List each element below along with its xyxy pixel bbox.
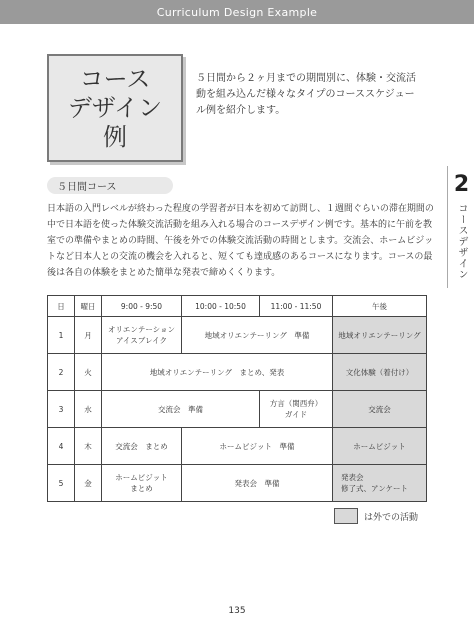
- legend-label: は外での活動: [364, 512, 419, 523]
- page-number: 135: [228, 606, 246, 616]
- weekday-cell: 月: [75, 317, 102, 354]
- table-header-row: [48, 296, 427, 317]
- header-afternoon: 午後: [333, 296, 427, 317]
- body-text: 日本語の入門レベルが終わった程度の学習者が日本を初めて訪問し、１週間ぐらいの滞在期間の中で日本語を使った体験交流活動を組み入れる場合のコースデザイン例です。基本的に午前を教室での準備やまとめの時間、午後を外での体験交流活動の時間とします。交流会、ホームビジットなど日本人との交流の機会を入れると、短くても達成感のあるコースになります。コースの最後は各自の体験をまとめた簡単な発表で締めくくります。: [47, 204, 434, 278]
- activity-cell: 交流会 準備: [102, 391, 260, 428]
- weekday-cell: 火: [75, 354, 102, 391]
- outdoor-activity-cell: ホームビジット: [333, 428, 427, 465]
- legend-swatch: [334, 508, 358, 524]
- outdoor-activity-cell: 発表会 修了式、アンケート: [333, 465, 427, 502]
- activity-cell: 交流会 まとめ: [102, 428, 182, 465]
- page-title: コース デザイン 例: [67, 64, 163, 151]
- header-period-1: 9:00 - 9:50: [102, 296, 182, 317]
- activity-cell: ホームビジット 準備: [182, 428, 333, 465]
- activity-cell: 方言（関西弁） ガイド: [260, 391, 333, 428]
- header-period-2: 10:00 - 10:50: [182, 296, 260, 317]
- weekday-cell: 水: [75, 391, 102, 428]
- outdoor-activity-cell: 地域オリエンテーリング: [333, 317, 427, 354]
- day-cell: 2: [48, 354, 75, 391]
- table-row: [48, 465, 427, 502]
- header-period-3: 11:00 - 11:50: [260, 296, 333, 317]
- day-cell: 4: [48, 428, 75, 465]
- table-row: [48, 317, 427, 354]
- outdoor-activity-cell: 交流会: [333, 391, 427, 428]
- table-row: [48, 354, 427, 391]
- chapter-label: コースデザイン: [456, 203, 467, 280]
- chapter-number: 2: [453, 172, 470, 197]
- activity-cell: 地域オリエンテーリング まとめ、発表: [102, 354, 333, 391]
- activity-cell: オリエンテーション アイスブレイク: [102, 317, 182, 354]
- outdoor-activity-cell: 文化体験（着付け）: [333, 354, 427, 391]
- activity-cell: 地域オリエンテーリング 準備: [182, 317, 333, 354]
- legend: [334, 508, 418, 524]
- title-box: [47, 54, 183, 162]
- day-cell: 5: [48, 465, 75, 502]
- day-cell: 3: [48, 391, 75, 428]
- weekday-cell: 木: [75, 428, 102, 465]
- day-cell: 1: [48, 317, 75, 354]
- section-heading-label: ５日間コース: [57, 182, 117, 193]
- header-bar: [0, 0, 474, 24]
- chapter-side-tab: [447, 166, 474, 288]
- intro-text: ５日間から２ヶ月までの期間別に、体験・交流活動を組み込んだ様々なタイプのコーススケジュール例を紹介します。: [196, 73, 416, 116]
- section-heading: [47, 177, 173, 194]
- schedule-table: [47, 295, 427, 502]
- activity-cell: 発表会 準備: [182, 465, 333, 502]
- table-row: [48, 428, 427, 465]
- weekday-cell: 金: [75, 465, 102, 502]
- header-day: 日: [48, 296, 75, 317]
- activity-cell: ホームビジット まとめ: [102, 465, 182, 502]
- header-weekday: 曜日: [75, 296, 102, 317]
- table-row: [48, 391, 427, 428]
- header-title: Curriculum Design Example: [156, 5, 318, 19]
